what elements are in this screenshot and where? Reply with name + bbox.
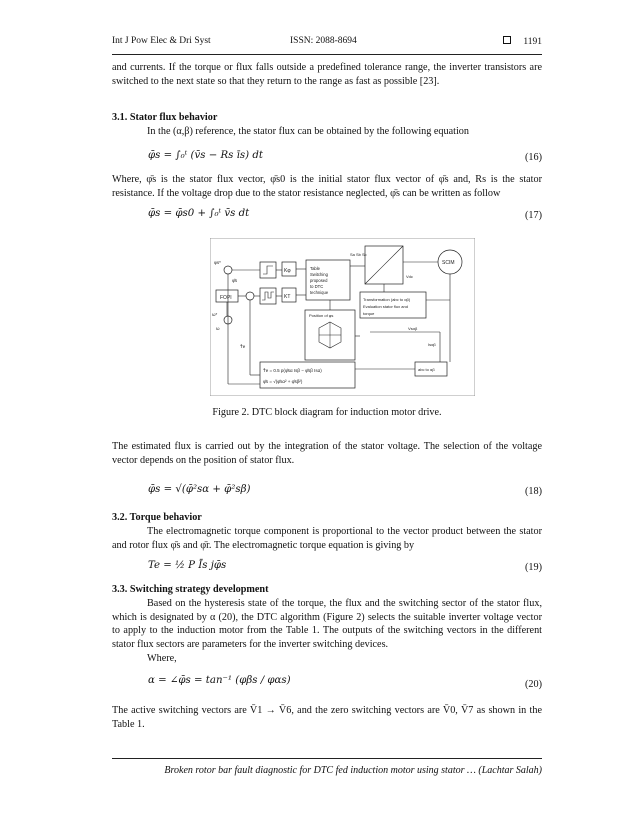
equation-16-number: (16) [525, 152, 542, 163]
kphi-label: Kφ [284, 268, 291, 274]
speed-ref-label: ω* [212, 312, 218, 317]
equation-19-number: (19) [525, 562, 542, 573]
paragraph-where: Where, [147, 653, 177, 664]
flux-est-label: φ̂s [232, 278, 238, 283]
paragraph-3-1-a: In the (α,β) reference, the stator flux can be obtained by the following equation [147, 126, 469, 137]
abc-ab-label: abc to αβ [418, 367, 435, 372]
vdc-label: Vdc [406, 274, 413, 279]
switching-table-label: Table [310, 266, 321, 271]
paragraph-3-3: Based on the hysteresis state of the torque, the flux and the switching sector of the stator flux, which is designated by α (20), the DTC algorithm (Figure 2) selects the suitable inverter voltage vector to apply to the induction motor from the Table 1. The outputs of the switching vectors in the different stator flux sectors are parameters for the inverter switching devices. [112, 598, 542, 650]
paragraph-estimated-flux: The estimated flux is carried out by the integration of the stator voltage. The selection of the voltage vector depends on the position of stator flux. [112, 441, 542, 466]
equation-19: Te = ½ P Īs jφ̄s [148, 560, 227, 571]
paragraph-3-2: The electromagnetic torque component is proportional to the vector product between the stator and rotor flux φ̄s and φ̄r. The electromagnetic torque equation is giving by [112, 526, 542, 551]
torque-est-label: T̂e [240, 344, 246, 349]
equation-17-number: (17) [525, 210, 542, 221]
switching-table-label-5: technique [310, 290, 329, 295]
transformation-label-3: torque [363, 311, 375, 316]
scim-label: SCIM [442, 260, 455, 266]
equation-16: φ̄s = ∫₀ᵗ (v̄s − Rs īs) dt [148, 150, 263, 161]
header-rule [112, 54, 542, 55]
issn: ISSN: 2088-8694 [290, 36, 357, 46]
flux-ref-label: φs* [214, 260, 221, 265]
journal-name: Int J Pow Elec & Dri Syst [112, 36, 211, 46]
flux-estimator-equation: φ̂s = √(φ̂sα² + φ̂sβ²) [263, 379, 303, 384]
fopi-label: FOPI [220, 295, 232, 301]
figure-caption: Figure 2. DTC block diagram for induction motor drive. [212, 407, 442, 418]
isab-label: Isαβ [428, 342, 436, 347]
switching-table-label-4: to DTC [310, 284, 324, 289]
speed-label: ω [216, 326, 220, 331]
torque-estimator-equation: T̂e = 0.5 p(φ̂sα Isβ − φ̂sβ Isα) [263, 368, 322, 373]
equation-18-number: (18) [525, 486, 542, 497]
flux-hysteresis-block [260, 262, 276, 278]
switching-table-label-2: Switching [310, 272, 328, 277]
equation-18: φ̄s = √(φ̄²sα + φ̄²sβ) [148, 484, 251, 495]
section-heading-3-3: 3.3. Switching strategy development [112, 584, 269, 595]
position-label: Position of φs [309, 313, 334, 318]
estimator-block [260, 362, 355, 388]
paragraph-switching-vectors: The active switching vectors are V̄1 → V̄6, and the zero switching vectors are V̄0, V̄7 as shown in the Table 1. [112, 705, 542, 730]
footer-rule [112, 758, 542, 759]
equation-20: α = ∠φ̄s = tan⁻¹ (φβs / φαs) [148, 675, 291, 686]
equation-20-number: (20) [525, 679, 542, 690]
running-header [112, 36, 542, 52]
transformation-label-2: Evaluation stator flux and [363, 304, 408, 309]
page-number: 1191 [523, 37, 542, 47]
running-footer: Broken rotor bar fault diagnostic for DTC fed induction motor using stator … (Lachtar Salah) [164, 765, 542, 776]
section-heading-3-1: 3.1. Stator flux behavior [112, 112, 218, 123]
dtc-block-diagram-svg [210, 238, 475, 396]
transformation-label: Transformation (abc to αβ) [363, 297, 411, 302]
switching-table-label-3: proposed [310, 278, 328, 283]
kt-label: KT [284, 294, 291, 300]
vsab-label: Vsαβ [408, 326, 418, 331]
paragraph-intro: and currents. If the torque or flux falls outside a predefined tolerance range, the inverter transistors are switched to the next state so that they return to the range as fast as possible [23]. [112, 62, 542, 87]
section-heading-3-2: 3.2. Torque behavior [112, 512, 202, 523]
paragraph-3-1-b: Where, φ̄s is the stator flux vector, φ̄s0 is the initial stator flux vector of φ̄s and, Rs is the stator resistance. If the voltage drop due to the stator resistance neglected, φ̄s can be written as follow [112, 174, 542, 199]
dtc-block-diagram [210, 238, 475, 396]
page-number-wrap [503, 36, 542, 47]
checkbox-square-icon [503, 36, 511, 44]
equation-17: φ̄s = φ̄s0 + ∫₀ᵗ v̄s dt [148, 208, 250, 219]
sabc-label: Sa Sb Sc [350, 252, 367, 257]
